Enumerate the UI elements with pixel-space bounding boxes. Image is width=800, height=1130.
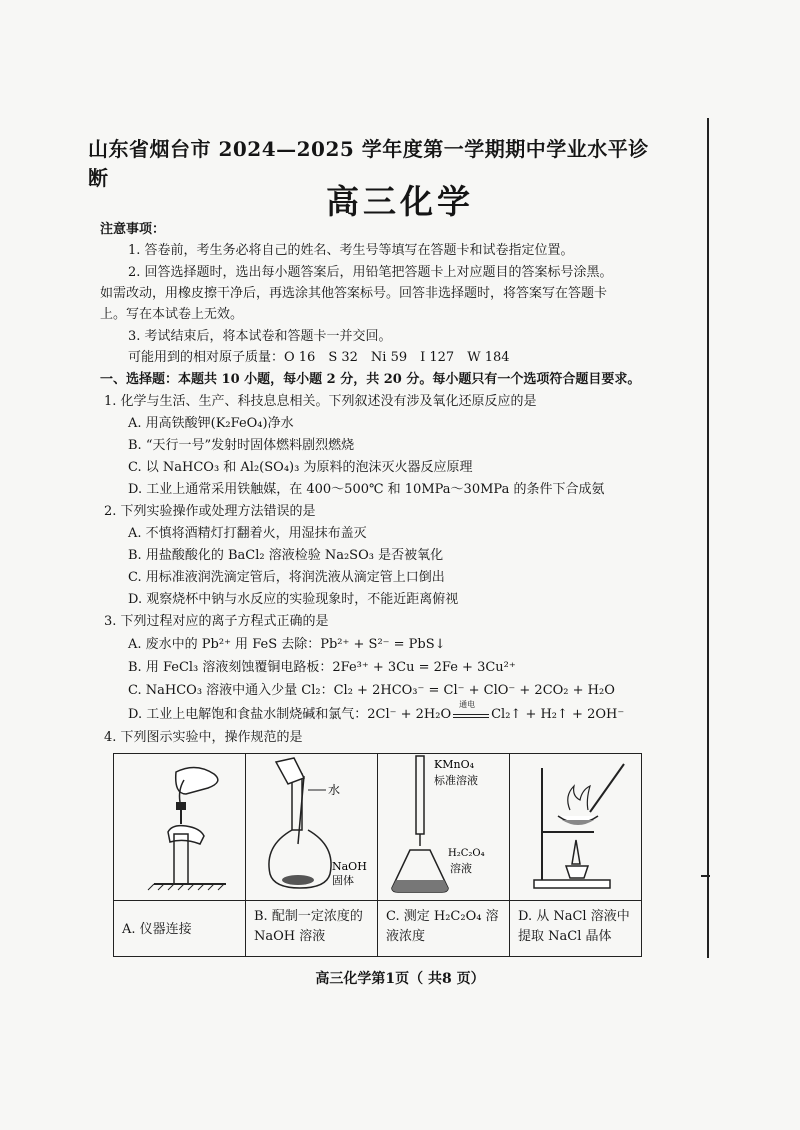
kmno4-label: KMnO₄ bbox=[434, 758, 474, 771]
evaporation-figure bbox=[510, 754, 641, 896]
question-1-option-d: D. 工业上通常采用铁触媒，在 400～500℃ 和 10MPa～30MPa 的条件下合成氨 bbox=[128, 482, 605, 497]
question-3-option-c: C. NaHCO₃ 溶液中通入少量 Cl₂：Cl₂ + 2HCO₃⁻ = Cl⁻ + ClO⁻ + 2CO₂ + H₂O bbox=[128, 683, 615, 698]
apparatus-table bbox=[113, 753, 642, 957]
figure-b-cell bbox=[246, 754, 378, 901]
question-1-option-a: A. 用高铁酸钾(K₂FeO₄)净水 bbox=[128, 416, 294, 431]
caption-d: D. 从 NaCl 溶液中提取 NaCl 晶体 bbox=[510, 901, 642, 957]
equation-left: D. 工业上电解饱和食盐水制烧碱和氯气：2Cl⁻ + 2H₂O bbox=[128, 707, 452, 722]
question-3-option-b: B. 用 FeCl₃ 溶液刻蚀覆铜电路板：2Fe³⁺ + 3Cu = 2Fe + 3Cu²⁺ bbox=[128, 660, 516, 675]
note-item: 上。写在本试卷上无效。 bbox=[100, 307, 244, 322]
figure-c-cell bbox=[378, 754, 510, 901]
figure-d-cell bbox=[510, 754, 642, 901]
note-item: 1. 答卷前，考生务必将自己的姓名、考生号等填写在答题卡和试卷指定位置。 bbox=[128, 243, 574, 258]
page-footer: 高三化学第1页（ 共8 页） bbox=[315, 971, 485, 987]
atomic-masses: 可能用到的相对原子质量：O 16 S 32 Ni 59 I 127 W 184 bbox=[128, 350, 510, 365]
caption-a: A. 仪器连接 bbox=[114, 901, 246, 957]
standard-solution-label: 标准溶液 bbox=[434, 774, 478, 787]
page-border-line bbox=[707, 118, 709, 958]
question-3-stem: 3. 下列过程对应的离子方程式正确的是 bbox=[104, 614, 329, 629]
caption-b: B. 配制一定浓度的 NaOH 溶液 bbox=[246, 901, 378, 957]
arrow-condition: 通电 bbox=[459, 700, 476, 709]
subject-title: 高三化学 bbox=[326, 182, 474, 221]
water-label: 水 bbox=[328, 783, 341, 797]
solid-label: 固体 bbox=[332, 874, 354, 887]
figure-a-cell bbox=[114, 754, 246, 901]
question-1-stem: 1. 化学与生活、生产、科技息息相关。下列叙述没有涉及氧化还原反应的是 bbox=[104, 394, 537, 409]
naoh-label: NaOH bbox=[332, 860, 367, 873]
equation-right: Cl₂↑ + H₂↑ + 2OH⁻ bbox=[491, 707, 625, 722]
question-2-option-a: A. 不慎将酒精灯打翻着火，用湿抹布盖灭 bbox=[128, 526, 367, 541]
note-item: 如需改动，用橡皮擦干净后，再选涂其他答案标号。回答非选择题时，将答案写在答题卡 bbox=[100, 286, 608, 301]
question-1-option-c: C. 以 NaHCO₃ 和 Al₂(SO₄)₃ 为原料的泡沫灭火器反应原理 bbox=[128, 460, 473, 475]
note-item: 3. 考试结束后，将本试卷和答题卡一并交回。 bbox=[128, 329, 392, 344]
question-2-option-c: C. 用标准液润洗滴定管后，将润洗液从滴定管上口倒出 bbox=[128, 570, 445, 585]
margin-tick bbox=[701, 875, 710, 877]
question-4-stem: 4. 下列图示实验中，操作规范的是 bbox=[104, 730, 303, 745]
instrument-connection-figure bbox=[114, 754, 245, 896]
solution-label: 溶液 bbox=[450, 862, 472, 875]
exam-title: 山东省烟台市 2024—2025 学年度第一学期期中学业水平诊断 bbox=[88, 137, 649, 190]
question-3-option-d bbox=[128, 700, 625, 723]
question-1-option-b: B. “天行一号”发射时固体燃料剧烈燃烧 bbox=[128, 438, 355, 453]
h2c2o4-label: H₂C₂O₄ bbox=[448, 848, 485, 859]
question-2-option-b: B. 用盐酸酸化的 BaCl₂ 溶液检验 Na₂SO₃ 是否被氧化 bbox=[128, 548, 444, 563]
caption-c: C. 测定 H₂C₂O₄ 溶液浓度 bbox=[378, 901, 510, 957]
question-2-option-d: D. 观察烧杯中钠与水反应的实验现象时，不能近距离俯视 bbox=[128, 592, 459, 607]
section-heading: 一、选择题：本题共 10 小题，每小题 2 分，共 20 分。每小题只有一个选项符合题目要求。 bbox=[100, 372, 641, 387]
titration-figure bbox=[378, 754, 509, 896]
question-3-option-a: A. 废水中的 Pb²⁺ 用 FeS 去除：Pb²⁺ + S²⁻ = PbS↓ bbox=[128, 637, 446, 652]
question-2-stem: 2. 下列实验操作或处理方法错误的是 bbox=[104, 504, 316, 519]
note-item: 2. 回答选择题时，选出每小题答案后，用铅笔把答题卡上对应题目的答案标号涂黑。 bbox=[128, 265, 613, 280]
volumetric-flask-figure bbox=[246, 754, 377, 896]
notes-title: 注意事项： bbox=[100, 222, 166, 237]
electrolysis-arrow bbox=[453, 700, 489, 718]
